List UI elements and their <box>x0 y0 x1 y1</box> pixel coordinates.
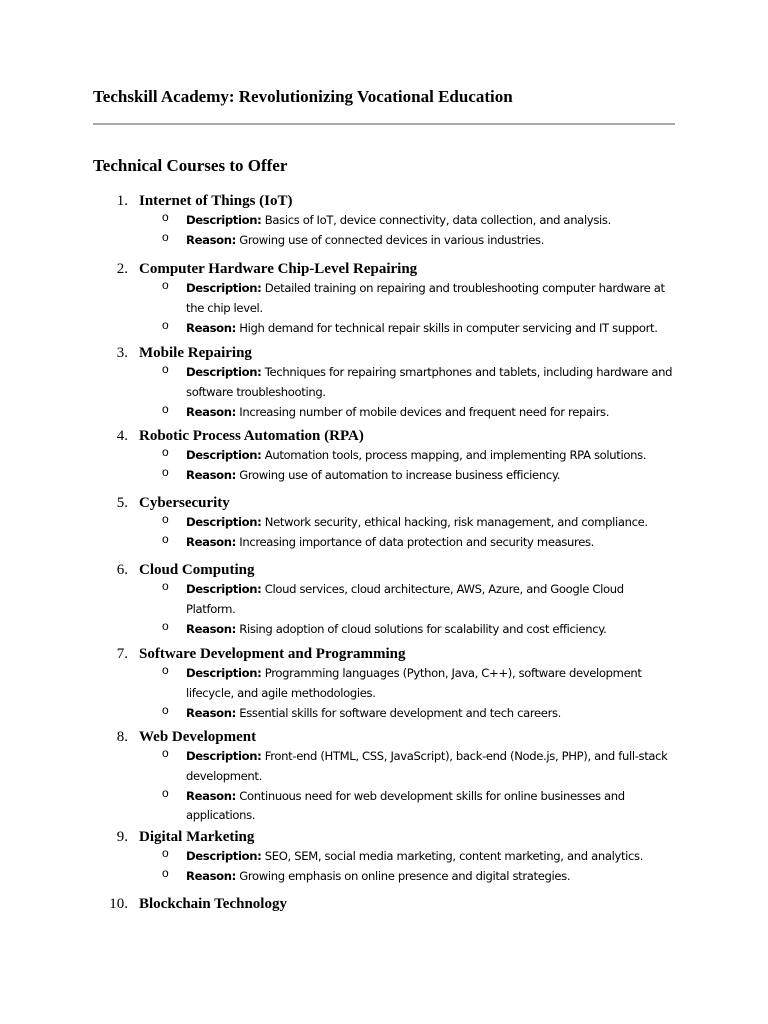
course-reason-value: Increasing number of mobile devices and frequent need for repairs. <box>239 404 610 419</box>
course-number: 9. <box>116 829 128 845</box>
course-name: Robotic Process Automation (RPA) <box>139 428 364 444</box>
course-name: Cybersecurity <box>139 495 230 511</box>
course-name: Blockchain Technology <box>139 896 287 912</box>
course-number: 6. <box>116 562 128 578</box>
course-bullets <box>0 361 768 420</box>
course-number: 3. <box>116 345 128 361</box>
course-name: Computer Hardware Chip-Level Repairing <box>139 261 418 277</box>
course-bullets <box>0 277 768 336</box>
bullet-marker: o <box>162 846 169 860</box>
bullet-marker: o <box>162 663 169 677</box>
course-reason <box>0 229 676 249</box>
course-description <box>0 444 676 464</box>
course-description-label: Description: <box>186 515 262 529</box>
course-reason-value: Growing emphasis on online presence and digital strategies. <box>239 868 571 883</box>
course-bullets <box>0 444 768 484</box>
course-reason-value: Increasing importance of data protection and security measures. <box>239 534 595 549</box>
course-number: 1. <box>116 193 128 209</box>
course-bullets <box>0 209 768 249</box>
course-reason-text <box>186 706 561 720</box>
course-number: 2. <box>116 261 128 277</box>
course-description <box>0 578 676 618</box>
course-number: 7. <box>116 646 128 662</box>
bullet-marker: o <box>162 579 169 593</box>
course-name: Internet of Things (IoT) <box>139 193 293 209</box>
course-reason <box>0 785 676 825</box>
bullet-marker: o <box>162 512 169 526</box>
course-reason-label: Reason: <box>186 621 236 636</box>
course-description-value: Basics of IoT, device connectivity, data collection, and analysis. <box>264 213 611 227</box>
course-reason <box>0 618 676 638</box>
bullet-marker: o <box>162 746 169 760</box>
course-description-label: Description: <box>186 849 262 863</box>
bullet-marker: o <box>162 865 169 880</box>
course-bullets <box>0 662 768 721</box>
course-description-text <box>186 666 642 700</box>
course-description <box>0 662 676 702</box>
course-description-label: Description: <box>186 749 262 763</box>
course-description-value: Automation tools, process mapping, and implementing RPA solutions. <box>264 448 647 462</box>
bullet-marker: o <box>162 401 169 416</box>
course-description-value: Detailed training on repairing and troubleshooting computer hardware at the chip level. <box>186 281 665 315</box>
course-reason-label: Reason: <box>186 232 236 247</box>
course-description-value: Programming languages (Python, Java, C++), software development lifecycle, and agile methodologies. <box>186 666 642 700</box>
course-description-label: Description: <box>186 582 262 596</box>
course-reason-value: High demand for technical repair skills in computer servicing and IT support. <box>239 320 658 335</box>
course-description-value: Cloud services, cloud architecture, AWS, Azure, and Google Cloud Platform. <box>186 582 624 616</box>
course-reason-value: Rising adoption of cloud solutions for scalability and cost efficiency. <box>239 621 607 636</box>
course-reason-text <box>186 789 625 823</box>
course-description-label: Description: <box>186 281 262 295</box>
section-heading: Technical Courses to Offer <box>93 156 288 175</box>
course-reason-text <box>186 321 658 335</box>
course-description-value: Techniques for repairing smartphones and tablets, including hardware and software troubleshooting. <box>186 365 673 399</box>
course-name: Web Development <box>139 729 257 745</box>
course-name: Digital Marketing <box>139 829 255 845</box>
course-reason-text <box>186 468 560 482</box>
course-name: Mobile Repairing <box>139 345 252 361</box>
course-description-text <box>186 213 611 227</box>
document-title: Techskill Academy: Revolutionizing Vocational Education <box>93 87 513 106</box>
course-description-text <box>186 515 648 529</box>
course-description-text <box>186 281 665 315</box>
bullet-marker: o <box>162 702 169 717</box>
bullet-marker: o <box>162 317 169 332</box>
course-description <box>0 745 676 785</box>
course-reason-label: Reason: <box>186 705 236 720</box>
bullet-marker: o <box>162 445 169 459</box>
course-description-label: Description: <box>186 213 262 227</box>
course-description-value: SEO, SEM, social media marketing, content marketing, and analytics. <box>264 849 644 863</box>
course-reason-value: Continuous need for web development skills for online businesses and applications. <box>186 788 625 823</box>
course-description-label: Description: <box>186 448 262 462</box>
course-reason-text <box>186 622 606 636</box>
course-reason-label: Reason: <box>186 868 236 883</box>
course-reason <box>0 401 676 421</box>
course-description-text <box>186 365 672 399</box>
course-description <box>0 845 676 865</box>
course-name: Cloud Computing <box>139 562 255 578</box>
bullet-marker: o <box>162 785 169 800</box>
course-reason-text <box>186 405 609 419</box>
course-number: 10. <box>109 896 128 912</box>
bullet-marker: o <box>162 278 169 292</box>
course-reason <box>0 317 676 337</box>
bullet-marker: o <box>162 229 169 244</box>
course-bullets <box>0 845 768 885</box>
course-number: 5. <box>116 495 128 511</box>
course-description-text <box>186 749 668 783</box>
bullet-marker: o <box>162 210 169 224</box>
bullet-marker: o <box>162 531 169 546</box>
course-reason-text <box>186 869 570 883</box>
course-reason-label: Reason: <box>186 404 236 419</box>
course-description-label: Description: <box>186 365 262 379</box>
course-description <box>0 361 676 401</box>
course-reason-label: Reason: <box>186 788 236 803</box>
course-description-text <box>186 849 643 863</box>
horizontal-rule <box>93 123 675 125</box>
bullet-marker: o <box>162 618 169 633</box>
course-reason <box>0 865 676 885</box>
course-reason-label: Reason: <box>186 534 236 549</box>
course-name: Software Development and Programming <box>139 646 406 662</box>
course-description <box>0 209 676 229</box>
course-description <box>0 511 676 531</box>
course-description-text <box>186 582 624 616</box>
course-number: 4. <box>116 428 128 444</box>
bullet-marker: o <box>162 464 169 479</box>
course-bullets <box>0 745 768 824</box>
course-number: 8. <box>116 729 128 745</box>
course-reason-value: Essential skills for software development and tech careers. <box>239 705 562 720</box>
course-reason-value: Growing use of automation to increase business efficiency. <box>239 467 561 482</box>
course-reason <box>0 702 676 722</box>
course-reason-text <box>186 535 594 549</box>
course-reason-label: Reason: <box>186 320 236 335</box>
course-reason <box>0 464 676 484</box>
course-reason-text <box>186 233 544 247</box>
course-description-label: Description: <box>186 666 262 680</box>
course-description-text <box>186 448 646 462</box>
course-reason-label: Reason: <box>186 467 236 482</box>
course-bullets <box>0 578 768 637</box>
course-description-value: Network security, ethical hacking, risk management, and compliance. <box>264 515 648 529</box>
course-description-value: Front-end (HTML, CSS, JavaScript), back-end (Node.js, PHP), and full-stack development. <box>186 749 668 783</box>
course-reason-value: Growing use of connected devices in various industries. <box>239 232 545 247</box>
course-bullets <box>0 511 768 551</box>
course-description <box>0 277 676 317</box>
course-reason <box>0 531 676 551</box>
bullet-marker: o <box>162 362 169 376</box>
